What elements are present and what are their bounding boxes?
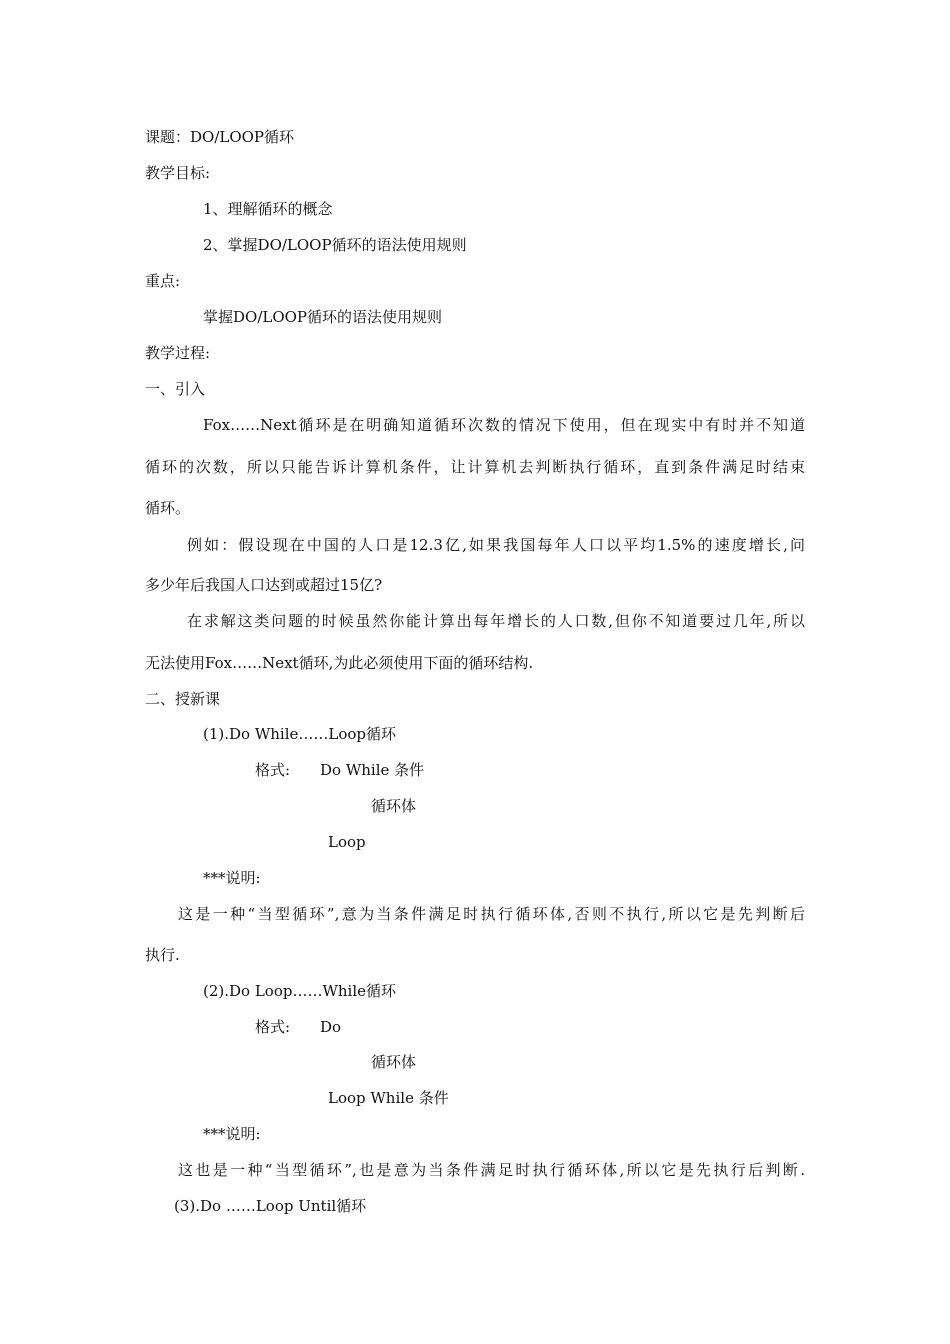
note-label: ***说明: bbox=[203, 869, 261, 887]
intro-paragraph-line: 在求解这类问题的时候虽然你能计算出每年增长的人口数,但你不知道要过几年,所以 bbox=[187, 612, 805, 630]
example-line: 例如：假设现在中国的人口是12.3亿,如果我国每年人口以平均1.5%的速度增长,问 bbox=[187, 536, 805, 554]
note-line: 这是一种“当型循环”,意为当条件满足时执行循环体,否则不执行,所以它是先判断后 bbox=[178, 905, 805, 923]
format-label: 格式: bbox=[255, 761, 291, 779]
objective-2: 2、掌握DO/LOOP循环的语法使用规则 bbox=[203, 236, 467, 254]
section-3-title: (3).Do ……Loop Until循环 bbox=[174, 1197, 367, 1215]
process-heading: 教学过程: bbox=[145, 344, 211, 362]
format-body: 循环体 bbox=[371, 1053, 417, 1071]
format-head: Do bbox=[320, 1018, 342, 1036]
new-lesson-heading: 二、授新课 bbox=[145, 690, 221, 708]
objective-1: 1、理解循环的概念 bbox=[203, 200, 333, 218]
key-point-heading: 重点: bbox=[145, 272, 181, 290]
format-label: 格式: bbox=[255, 1018, 291, 1036]
example-line: 多少年后我国人口达到或超过15亿? bbox=[145, 576, 383, 594]
key-point: 掌握DO/LOOP循环的语法使用规则 bbox=[203, 308, 443, 326]
lesson-title: 课题：DO/LOOP循环 bbox=[145, 128, 295, 146]
note-line: 这也是一种“当型循环”,也是意为当条件满足时执行循环体,所以它是先执行后判断. bbox=[178, 1161, 805, 1179]
intro-paragraph-line: 循环的次数，所以只能告诉计算机条件，让计算机去判断执行循环，直到条件满足时结束 bbox=[145, 458, 805, 476]
intro-paragraph-line: 循环。 bbox=[145, 499, 191, 517]
format-end: Loop bbox=[328, 833, 366, 851]
note-line: 执行. bbox=[145, 946, 180, 964]
note-label: ***说明: bbox=[203, 1125, 261, 1143]
format-end: Loop While 条件 bbox=[328, 1089, 449, 1107]
format-head: Do While 条件 bbox=[320, 761, 425, 779]
objectives-heading: 教学目标: bbox=[145, 164, 211, 182]
section-1-title: (1).Do While……Loop循环 bbox=[203, 725, 397, 743]
intro-paragraph-line: 无法使用Fox……Next循环,为此必须使用下面的循环结构. bbox=[145, 654, 534, 672]
intro-paragraph-line: Fox……Next循环是在明确知道循环次数的情况下使用，但在现实中有时并不知道 bbox=[203, 416, 805, 434]
intro-heading: 一、引入 bbox=[145, 380, 206, 398]
section-2-title: (2).Do Loop……While循环 bbox=[203, 982, 397, 1000]
format-body: 循环体 bbox=[371, 797, 417, 815]
